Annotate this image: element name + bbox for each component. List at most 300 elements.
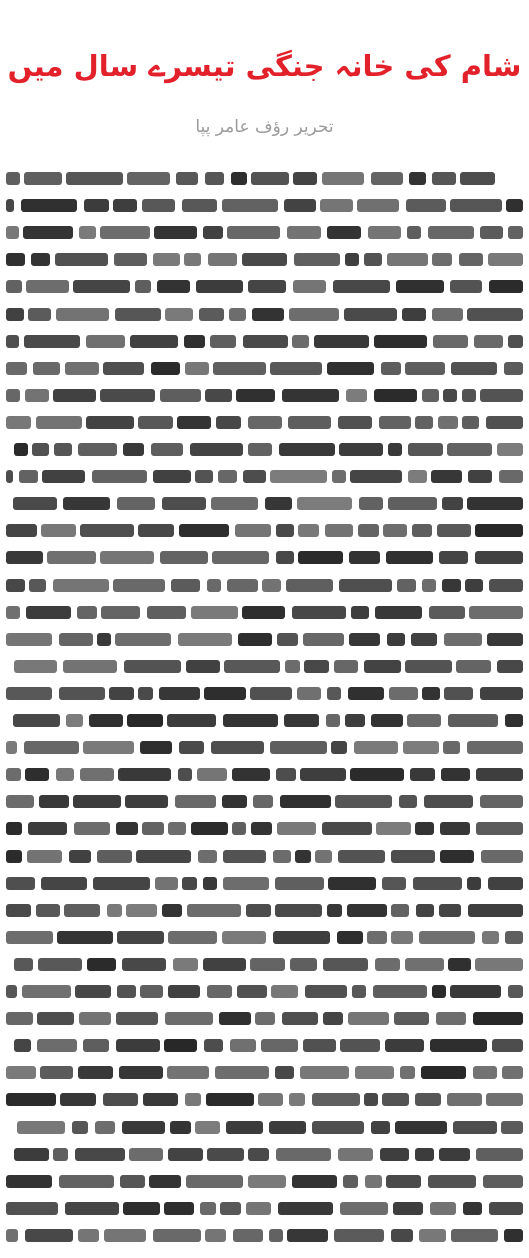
body-word xyxy=(504,362,523,375)
body-word xyxy=(391,1229,413,1242)
body-word xyxy=(284,714,319,727)
body-word xyxy=(125,795,168,808)
body-word xyxy=(371,1121,390,1134)
body-word xyxy=(123,443,144,456)
body-word xyxy=(184,253,201,266)
body-word xyxy=(78,443,117,456)
body-word xyxy=(475,524,523,537)
body-word xyxy=(393,1202,423,1215)
body-word xyxy=(286,579,333,592)
body-word xyxy=(6,308,24,321)
body-text-line xyxy=(6,253,523,266)
body-word xyxy=(157,280,190,293)
body-word xyxy=(114,253,147,266)
body-word xyxy=(379,416,411,429)
body-word xyxy=(185,362,209,375)
body-text-line xyxy=(6,443,523,456)
body-word xyxy=(116,1039,160,1052)
body-word xyxy=(6,416,31,429)
body-word xyxy=(64,904,100,917)
body-word xyxy=(21,199,77,212)
body-word xyxy=(395,1121,447,1134)
body-word xyxy=(320,199,353,212)
body-word xyxy=(37,1039,77,1052)
body-word xyxy=(65,1202,119,1215)
body-word xyxy=(6,1012,33,1025)
body-word xyxy=(136,850,191,863)
body-word xyxy=(60,1093,96,1106)
body-word xyxy=(468,904,523,917)
body-word xyxy=(237,985,267,998)
body-word xyxy=(73,280,130,293)
body-text-line xyxy=(6,579,523,592)
body-word xyxy=(482,931,499,944)
body-word xyxy=(160,389,201,402)
body-word xyxy=(323,958,368,971)
body-text-line xyxy=(6,633,523,646)
body-word xyxy=(56,768,74,781)
body-word xyxy=(175,795,216,808)
body-word xyxy=(293,280,326,293)
body-word xyxy=(483,1175,523,1188)
body-word xyxy=(474,335,503,348)
body-word xyxy=(14,1039,31,1052)
body-text-line xyxy=(6,1175,523,1188)
body-word xyxy=(261,1039,298,1052)
body-word xyxy=(248,1175,286,1188)
body-word xyxy=(415,822,434,835)
body-word xyxy=(226,1121,263,1134)
body-text-line xyxy=(6,1039,523,1052)
body-word xyxy=(168,985,200,998)
body-word xyxy=(109,687,134,700)
body-word xyxy=(408,470,427,483)
body-word xyxy=(381,362,401,375)
body-word xyxy=(502,1066,523,1079)
body-word xyxy=(327,226,361,239)
body-word xyxy=(473,1066,497,1079)
body-word xyxy=(448,958,471,971)
body-word xyxy=(441,768,470,781)
body-word xyxy=(340,1202,388,1215)
body-word xyxy=(442,579,461,592)
body-word xyxy=(95,1121,115,1134)
body-word xyxy=(55,253,108,266)
body-text-line xyxy=(6,308,523,321)
body-word xyxy=(273,931,330,944)
body-word xyxy=(447,1093,482,1106)
body-word xyxy=(182,877,197,890)
body-word xyxy=(410,768,435,781)
body-word xyxy=(505,714,523,727)
body-word xyxy=(142,199,175,212)
body-word xyxy=(388,443,402,456)
body-word xyxy=(371,172,403,185)
body-word xyxy=(167,1066,209,1079)
body-word xyxy=(227,226,280,239)
body-word xyxy=(397,579,416,592)
body-word xyxy=(203,226,223,239)
body-word xyxy=(129,1148,163,1161)
body-word xyxy=(343,1175,358,1188)
body-word xyxy=(53,389,96,402)
body-word xyxy=(504,1229,523,1242)
body-word xyxy=(40,1066,73,1079)
body-word xyxy=(115,633,171,646)
body-word xyxy=(203,877,217,890)
body-word xyxy=(13,714,60,727)
body-word xyxy=(339,579,392,592)
body-word xyxy=(198,850,217,863)
body-word xyxy=(31,253,50,266)
body-word xyxy=(364,1093,378,1106)
body-word xyxy=(439,551,468,564)
body-word xyxy=(405,660,452,673)
body-word xyxy=(284,199,316,212)
body-word xyxy=(216,416,241,429)
body-word xyxy=(222,931,266,944)
body-word xyxy=(279,443,335,456)
body-word xyxy=(275,904,322,917)
body-word xyxy=(63,660,117,673)
body-word xyxy=(231,172,247,185)
body-word xyxy=(368,226,401,239)
body-word xyxy=(219,1012,251,1025)
body-word xyxy=(489,280,523,293)
body-word xyxy=(428,1175,476,1188)
body-word xyxy=(375,958,400,971)
body-word xyxy=(375,606,422,619)
body-word xyxy=(340,1039,380,1052)
body-word xyxy=(6,362,27,375)
body-word xyxy=(186,1175,243,1188)
body-word xyxy=(481,850,523,863)
body-word xyxy=(151,362,180,375)
body-word xyxy=(6,877,35,890)
body-word xyxy=(258,1093,283,1106)
body-word xyxy=(75,1148,125,1161)
body-word xyxy=(229,308,246,321)
body-word xyxy=(387,253,428,266)
body-word xyxy=(344,308,397,321)
body-word xyxy=(431,470,462,483)
body-word xyxy=(303,633,344,646)
body-word xyxy=(19,470,38,483)
body-word xyxy=(347,904,387,917)
body-word xyxy=(345,714,365,727)
body-word xyxy=(59,1175,114,1188)
body-word xyxy=(191,606,238,619)
body-word xyxy=(25,389,49,402)
body-word xyxy=(412,524,432,537)
body-text-line xyxy=(6,335,523,348)
body-word xyxy=(211,497,258,510)
body-word xyxy=(203,958,246,971)
body-word xyxy=(123,1202,160,1215)
body-word xyxy=(338,1148,373,1161)
body-word xyxy=(126,904,157,917)
body-word xyxy=(170,1121,191,1134)
body-word xyxy=(26,606,71,619)
body-word xyxy=(32,443,49,456)
body-word xyxy=(130,335,178,348)
body-word xyxy=(462,416,479,429)
body-word xyxy=(349,633,380,646)
body-word xyxy=(387,633,405,646)
body-word xyxy=(122,1121,165,1134)
body-word xyxy=(467,877,481,890)
body-word xyxy=(297,497,352,510)
body-word xyxy=(218,470,237,483)
body-word xyxy=(223,850,266,863)
body-text-line xyxy=(6,606,523,619)
body-word xyxy=(473,1012,523,1025)
body-word xyxy=(364,253,382,266)
body-word xyxy=(276,524,294,537)
body-word xyxy=(47,551,96,564)
body-word xyxy=(177,416,211,429)
body-word xyxy=(199,308,224,321)
body-word xyxy=(374,389,417,402)
body-word xyxy=(117,931,164,944)
body-word xyxy=(41,524,76,537)
body-word xyxy=(252,308,284,321)
body-word xyxy=(147,606,186,619)
body-text-line xyxy=(6,985,523,998)
body-word xyxy=(405,362,445,375)
body-word xyxy=(79,1012,111,1025)
body-word xyxy=(154,226,197,239)
body-word xyxy=(66,172,123,185)
body-word xyxy=(164,1202,194,1215)
body-word xyxy=(191,822,228,835)
body-word xyxy=(314,335,369,348)
body-word xyxy=(165,1012,213,1025)
body-word xyxy=(205,389,232,402)
body-word xyxy=(355,1066,394,1079)
body-word xyxy=(304,660,329,673)
body-word xyxy=(278,1202,333,1215)
body-word xyxy=(135,280,151,293)
body-word xyxy=(113,579,165,592)
body-word xyxy=(323,1012,343,1025)
body-word xyxy=(501,1121,523,1134)
body-word xyxy=(66,714,83,727)
article-title: شام کی خانہ جنگی تیسرے سال میں xyxy=(7,49,522,83)
body-word xyxy=(289,308,339,321)
body-word xyxy=(450,199,502,212)
body-word xyxy=(242,606,285,619)
body-word xyxy=(186,660,220,673)
body-word xyxy=(168,1148,203,1161)
body-word xyxy=(159,687,200,700)
body-word xyxy=(333,280,390,293)
body-word xyxy=(499,470,523,483)
body-word xyxy=(346,389,367,402)
body-word xyxy=(428,226,474,239)
body-word xyxy=(167,714,216,727)
body-word xyxy=(350,470,402,483)
body-word xyxy=(282,1012,318,1025)
body-word xyxy=(475,551,523,564)
body-word xyxy=(383,524,407,537)
body-word xyxy=(224,660,280,673)
body-word xyxy=(190,443,243,456)
body-word xyxy=(275,877,324,890)
body-word xyxy=(294,253,340,266)
body-word xyxy=(6,633,52,646)
body-word xyxy=(222,795,247,808)
body-word xyxy=(365,1175,382,1188)
body-word xyxy=(6,822,22,835)
body-text-line xyxy=(6,280,523,293)
body-word xyxy=(443,741,460,754)
body-word xyxy=(486,1093,523,1106)
body-word xyxy=(303,1039,336,1052)
body-word xyxy=(338,416,372,429)
body-word xyxy=(508,335,523,348)
body-word xyxy=(168,931,217,944)
body-word xyxy=(460,172,495,185)
body-word xyxy=(253,795,273,808)
body-word xyxy=(396,280,444,293)
body-word xyxy=(205,172,224,185)
body-word xyxy=(451,1229,498,1242)
body-word xyxy=(287,226,321,239)
body-word xyxy=(475,958,523,971)
body-word xyxy=(394,1012,429,1025)
body-text-line xyxy=(6,470,523,483)
body-word xyxy=(415,1148,434,1161)
body-word xyxy=(467,741,523,754)
body-word xyxy=(469,606,523,619)
body-word xyxy=(151,443,183,456)
body-word xyxy=(6,1066,36,1079)
body-word xyxy=(138,524,174,537)
body-word xyxy=(115,308,161,321)
body-word xyxy=(442,497,463,510)
body-word xyxy=(153,1229,201,1242)
body-word xyxy=(54,443,72,456)
body-text-line xyxy=(6,389,523,402)
body-word xyxy=(271,985,298,998)
body-word xyxy=(391,850,435,863)
body-word xyxy=(179,741,204,754)
body-word xyxy=(53,1148,68,1161)
body-text-line xyxy=(6,497,523,510)
body-word xyxy=(116,822,138,835)
body-word xyxy=(364,660,401,673)
body-word xyxy=(69,850,91,863)
body-word xyxy=(17,1121,65,1134)
body-word xyxy=(197,768,227,781)
body-word xyxy=(248,280,286,293)
body-word xyxy=(118,768,171,781)
body-word xyxy=(74,822,110,835)
body-word xyxy=(411,633,437,646)
body-text-line xyxy=(6,551,523,564)
body-word xyxy=(6,551,43,564)
body-word xyxy=(334,660,358,673)
body-word xyxy=(300,768,346,781)
body-word xyxy=(250,687,292,700)
body-word xyxy=(382,877,406,890)
body-word xyxy=(290,958,317,971)
body-text-line xyxy=(6,931,523,944)
body-word xyxy=(238,633,272,646)
body-word xyxy=(505,931,523,944)
body-word xyxy=(6,741,17,754)
body-word xyxy=(77,606,97,619)
body-word xyxy=(196,280,243,293)
body-word xyxy=(327,904,342,917)
body-word xyxy=(124,660,181,673)
body-word xyxy=(489,579,523,592)
body-word xyxy=(270,741,327,754)
body-word xyxy=(53,579,109,592)
body-word xyxy=(270,362,322,375)
body-word xyxy=(164,1039,197,1052)
body-word xyxy=(352,985,366,998)
body-text-line xyxy=(6,1012,523,1025)
body-word xyxy=(65,362,99,375)
body-word xyxy=(162,904,182,917)
body-text-line xyxy=(6,1093,523,1106)
body-word xyxy=(276,1148,331,1161)
body-word xyxy=(33,362,60,375)
body-word xyxy=(312,1093,360,1106)
body-word xyxy=(24,335,80,348)
body-word xyxy=(463,1202,482,1215)
body-word xyxy=(120,1175,145,1188)
body-word xyxy=(419,1229,446,1242)
body-word xyxy=(430,1039,487,1052)
body-word xyxy=(385,1039,424,1052)
body-word xyxy=(6,280,22,293)
body-word xyxy=(6,850,22,863)
body-text-line xyxy=(6,795,523,808)
body-word xyxy=(236,389,275,402)
body-word xyxy=(331,741,347,754)
body-word xyxy=(162,497,206,510)
body-word xyxy=(288,416,331,429)
body-word xyxy=(248,416,282,429)
body-word xyxy=(439,1148,470,1161)
body-word xyxy=(277,822,316,835)
body-text-line xyxy=(6,1121,523,1134)
body-word xyxy=(280,795,331,808)
body-text-line xyxy=(6,524,523,537)
body-word xyxy=(93,877,150,890)
body-word xyxy=(6,606,20,619)
body-word xyxy=(149,1175,181,1188)
body-word xyxy=(215,1066,269,1079)
body-word xyxy=(97,850,132,863)
body-word xyxy=(242,253,287,266)
body-word xyxy=(29,579,46,592)
body-word xyxy=(63,497,110,510)
body-word xyxy=(422,579,436,592)
body-word xyxy=(185,1093,201,1106)
body-word xyxy=(127,172,170,185)
body-word xyxy=(207,1148,244,1161)
body-word xyxy=(205,1229,226,1242)
body-word xyxy=(138,416,173,429)
body-word xyxy=(251,172,289,185)
body-word xyxy=(208,253,237,266)
body-word xyxy=(416,904,434,917)
body-word xyxy=(80,768,114,781)
